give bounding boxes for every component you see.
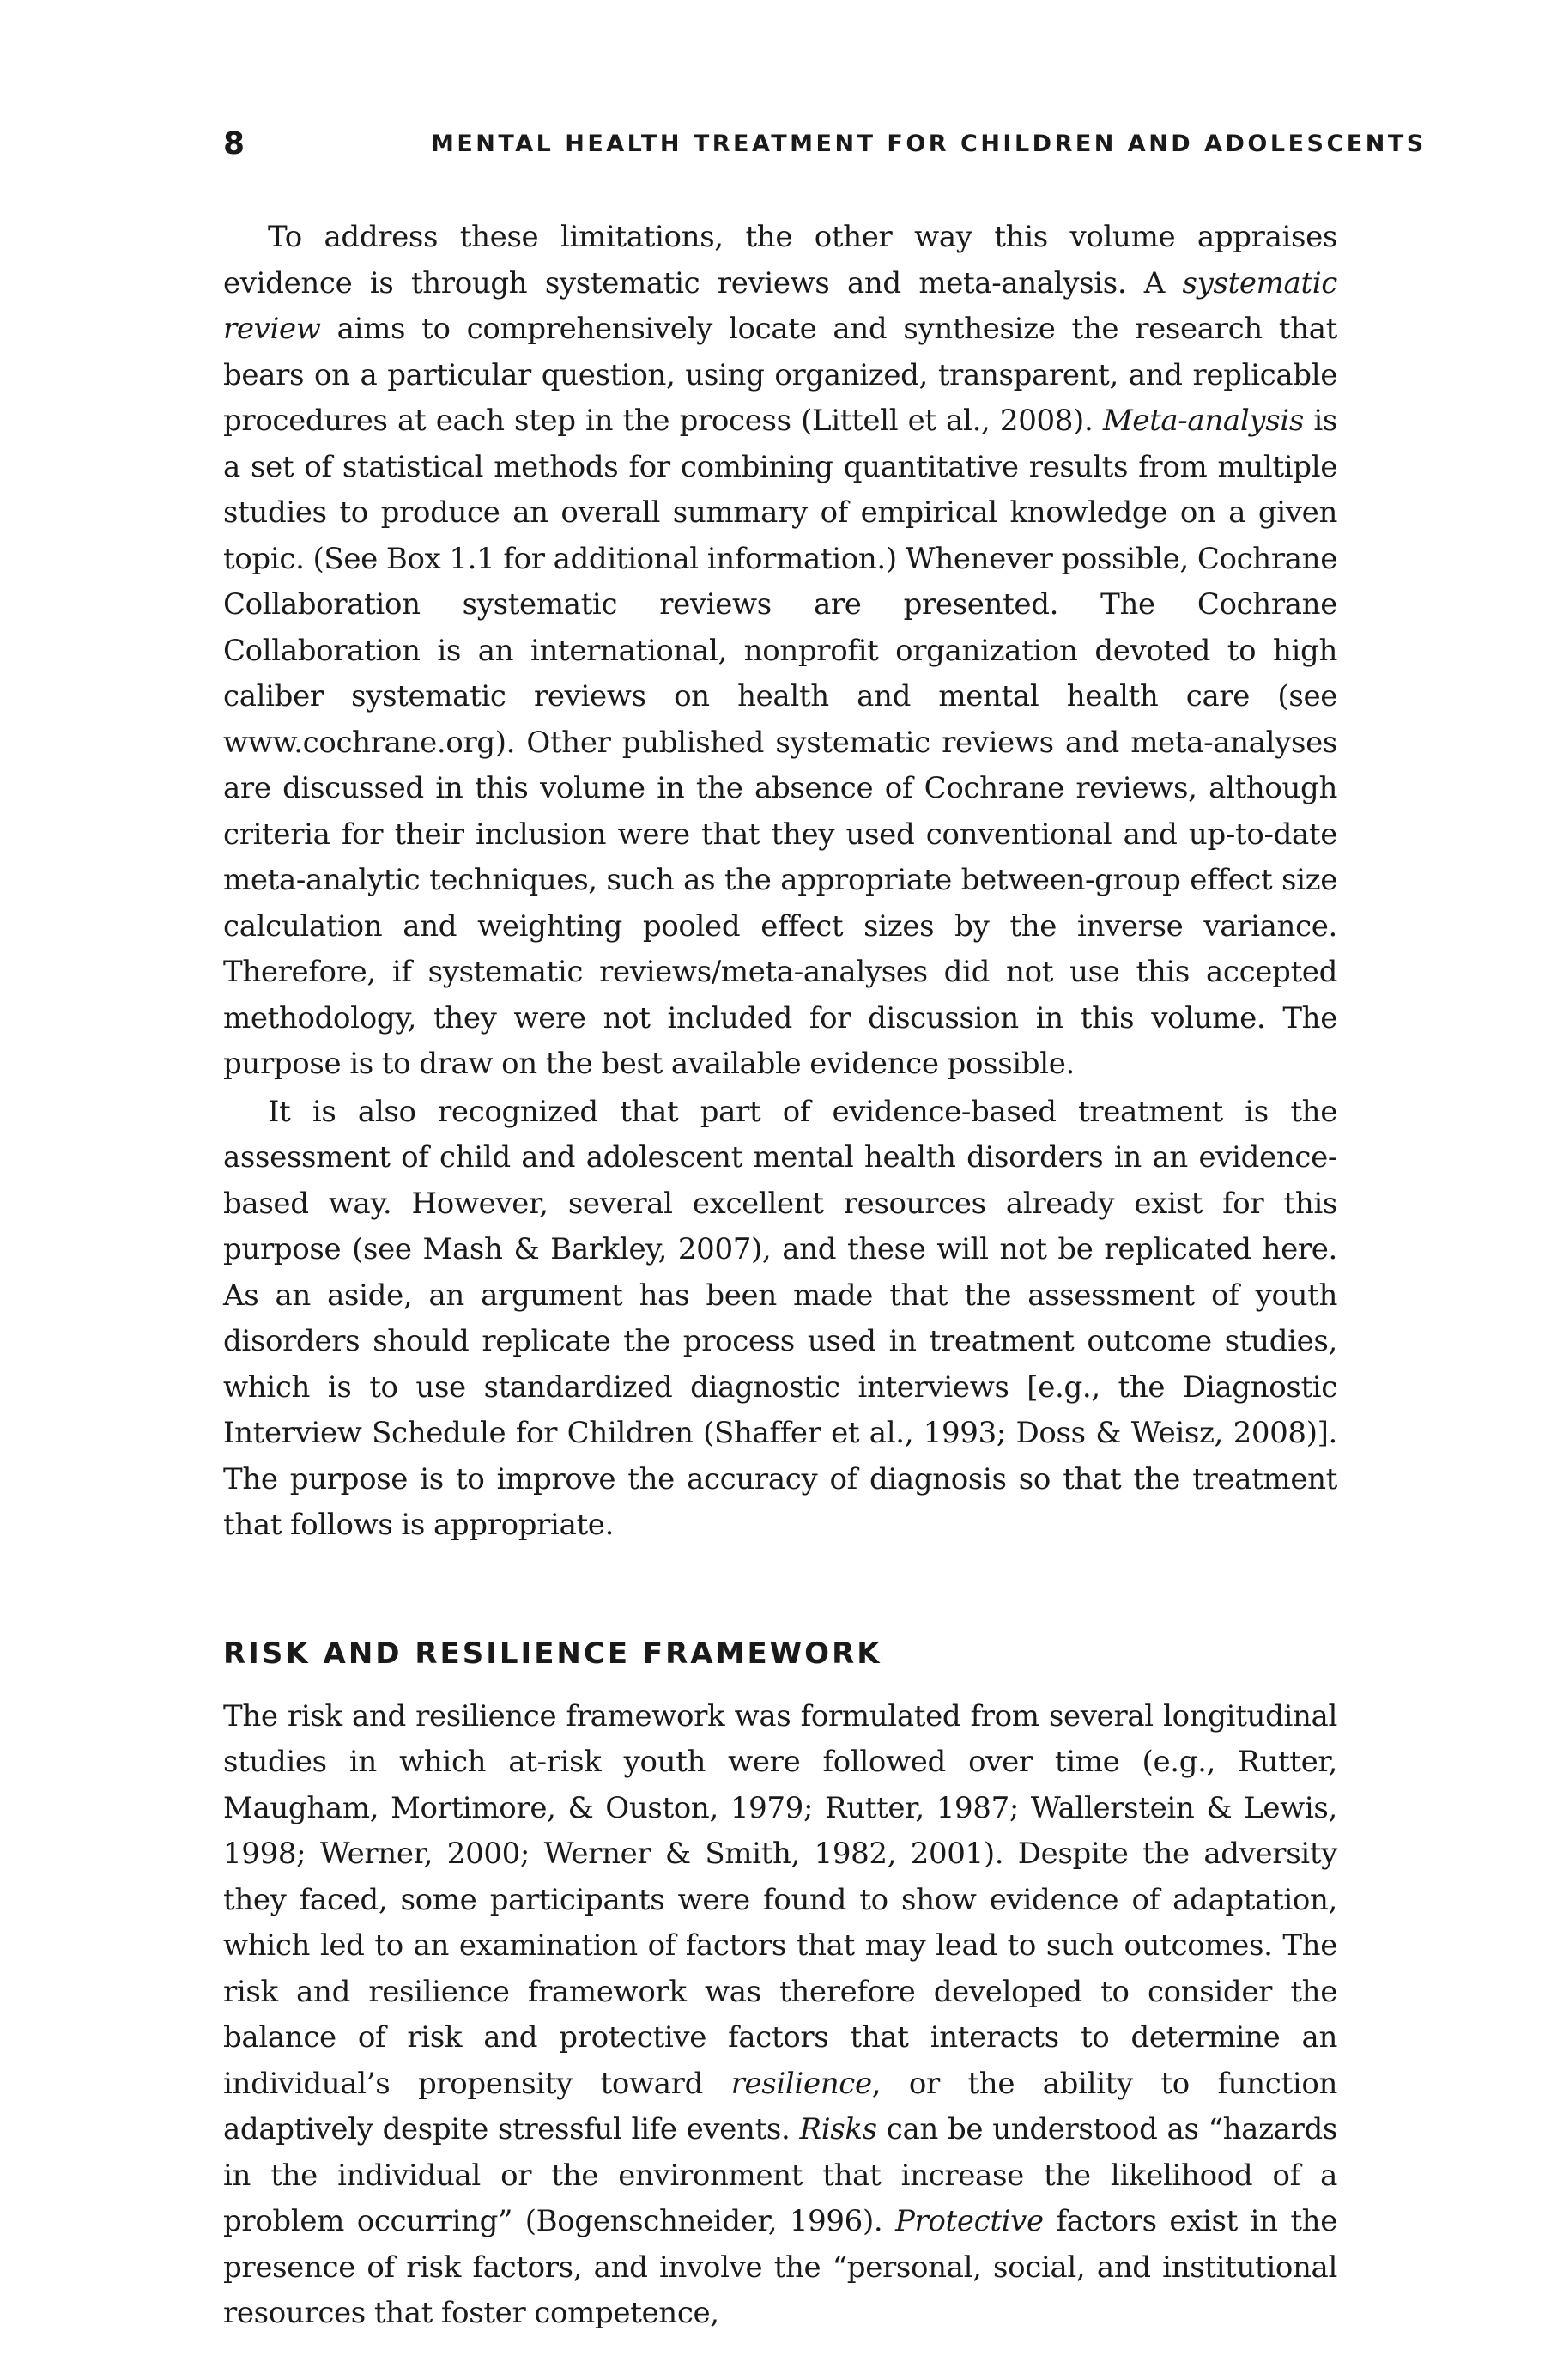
paragraph-systematic-reviews: [223, 215, 1337, 1088]
paragraph-text: aims to comprehensively locate and synthesize the research that bears on a particular question, using organized, transparent, and replicable procedures at each step in the process (Littell et al., 2008).: [223, 312, 1337, 438]
paragraph-text: , or the ability to function adaptively despite stressful life events.: [223, 2066, 1337, 2146]
paragraph-text: factors exist in the presence of risk factors, and involve the “personal, social, and institutional resources that foster competence,: [223, 2204, 1337, 2330]
term-protective: Protective: [895, 2204, 1044, 2238]
paragraph-text: The risk and resilience framework was formulated from several longitudinal studies in which at-risk youth were followed over time (e.g., Rutter, Maugham, Mortimore, & Ouston, 1979; Rutter, 1987; Wallerstein & Lewis, 1998; Werner, 2000; Werner & Smith, 1982, 2001). Despite the adversity they faced, some participants were found to show evidence of adaptation, which led to an examination of factors that may lead to such outcomes. The risk and resilience framework was therefore developed to consider the balance of risk and protective factors that interacts to determine an individual’s propensity toward: [223, 1698, 1337, 2101]
running-head: [223, 126, 1427, 170]
section-heading: RISK AND RESILIENCE FRAMEWORK: [223, 1636, 882, 1671]
term-resilience: resilience: [730, 2066, 872, 2101]
term-systematic-review: systematic review: [223, 265, 1337, 346]
paragraph-risk-resilience: [223, 1694, 1337, 2337]
main-text: [223, 215, 1337, 2337]
running-title: MENTAL HEALTH TREATMENT FOR CHILDREN AND ADOLESCENTS: [431, 131, 1427, 157]
paragraph-text: can be understood as “hazards in the individual or the environment that increase the likelihood of a problem occurring” (Bogenschneider, 1996).: [223, 2112, 1337, 2238]
term-meta-analysis: Meta-analysis: [1102, 404, 1304, 438]
term-risks: Risks: [799, 2112, 877, 2146]
page-number: 8: [223, 126, 245, 161]
paragraph-assessment: [223, 1090, 1337, 1549]
paragraph-text: It is also recognized that part of evidence-based treatment is the assessment of child and adolescent mental health disorders in an evidence-based way. However, several excellent resources already exist for this purpose (see Mash & Barkley, 2007), and these will not be replicated here. As an aside, an argument has been made that the assessment of youth disorders should replicate the process used in treatment outcome studies, which is to use standardized diagnostic interviews [e.g., the Diagnostic Interview Schedule for Children (Shaffer et al., 1993; Doss & Weisz, 2008)]. The purpose is to improve the accuracy of diagnosis so that the treatment that follows is appropriate.: [223, 1094, 1337, 1542]
paragraph-text: To address these limitations, the other way this volume appraises evidence is through systematic reviews and meta-analysis. A: [223, 220, 1337, 301]
paragraph-text: is a set of statistical methods for combining quantitative results from multiple studies to produce an overall summary of empirical knowledge on a given topic. (See Box 1.1 for additional information.) Whenever possible, Cochrane Collaboration systematic reviews are presented. The Cochrane Collaboration is an international, nonprofit organization devoted to high caliber systematic reviews on health and mental health care (see www.cochrane.org). Other published systematic reviews and meta-analyses are discussed in this volume in the absence of Cochrane reviews, although criteria for their inclusion were that they used conventional and up-to-date meta-analytic techniques, such as the appropriate between-group effect size calculation and weighting pooled effect sizes by the inverse variance. Therefore, if systematic reviews/meta-analyses did not use this accepted methodology, they were not included for discussion in this volume. The purpose is to draw on the best available evidence possible.: [223, 404, 1337, 1081]
